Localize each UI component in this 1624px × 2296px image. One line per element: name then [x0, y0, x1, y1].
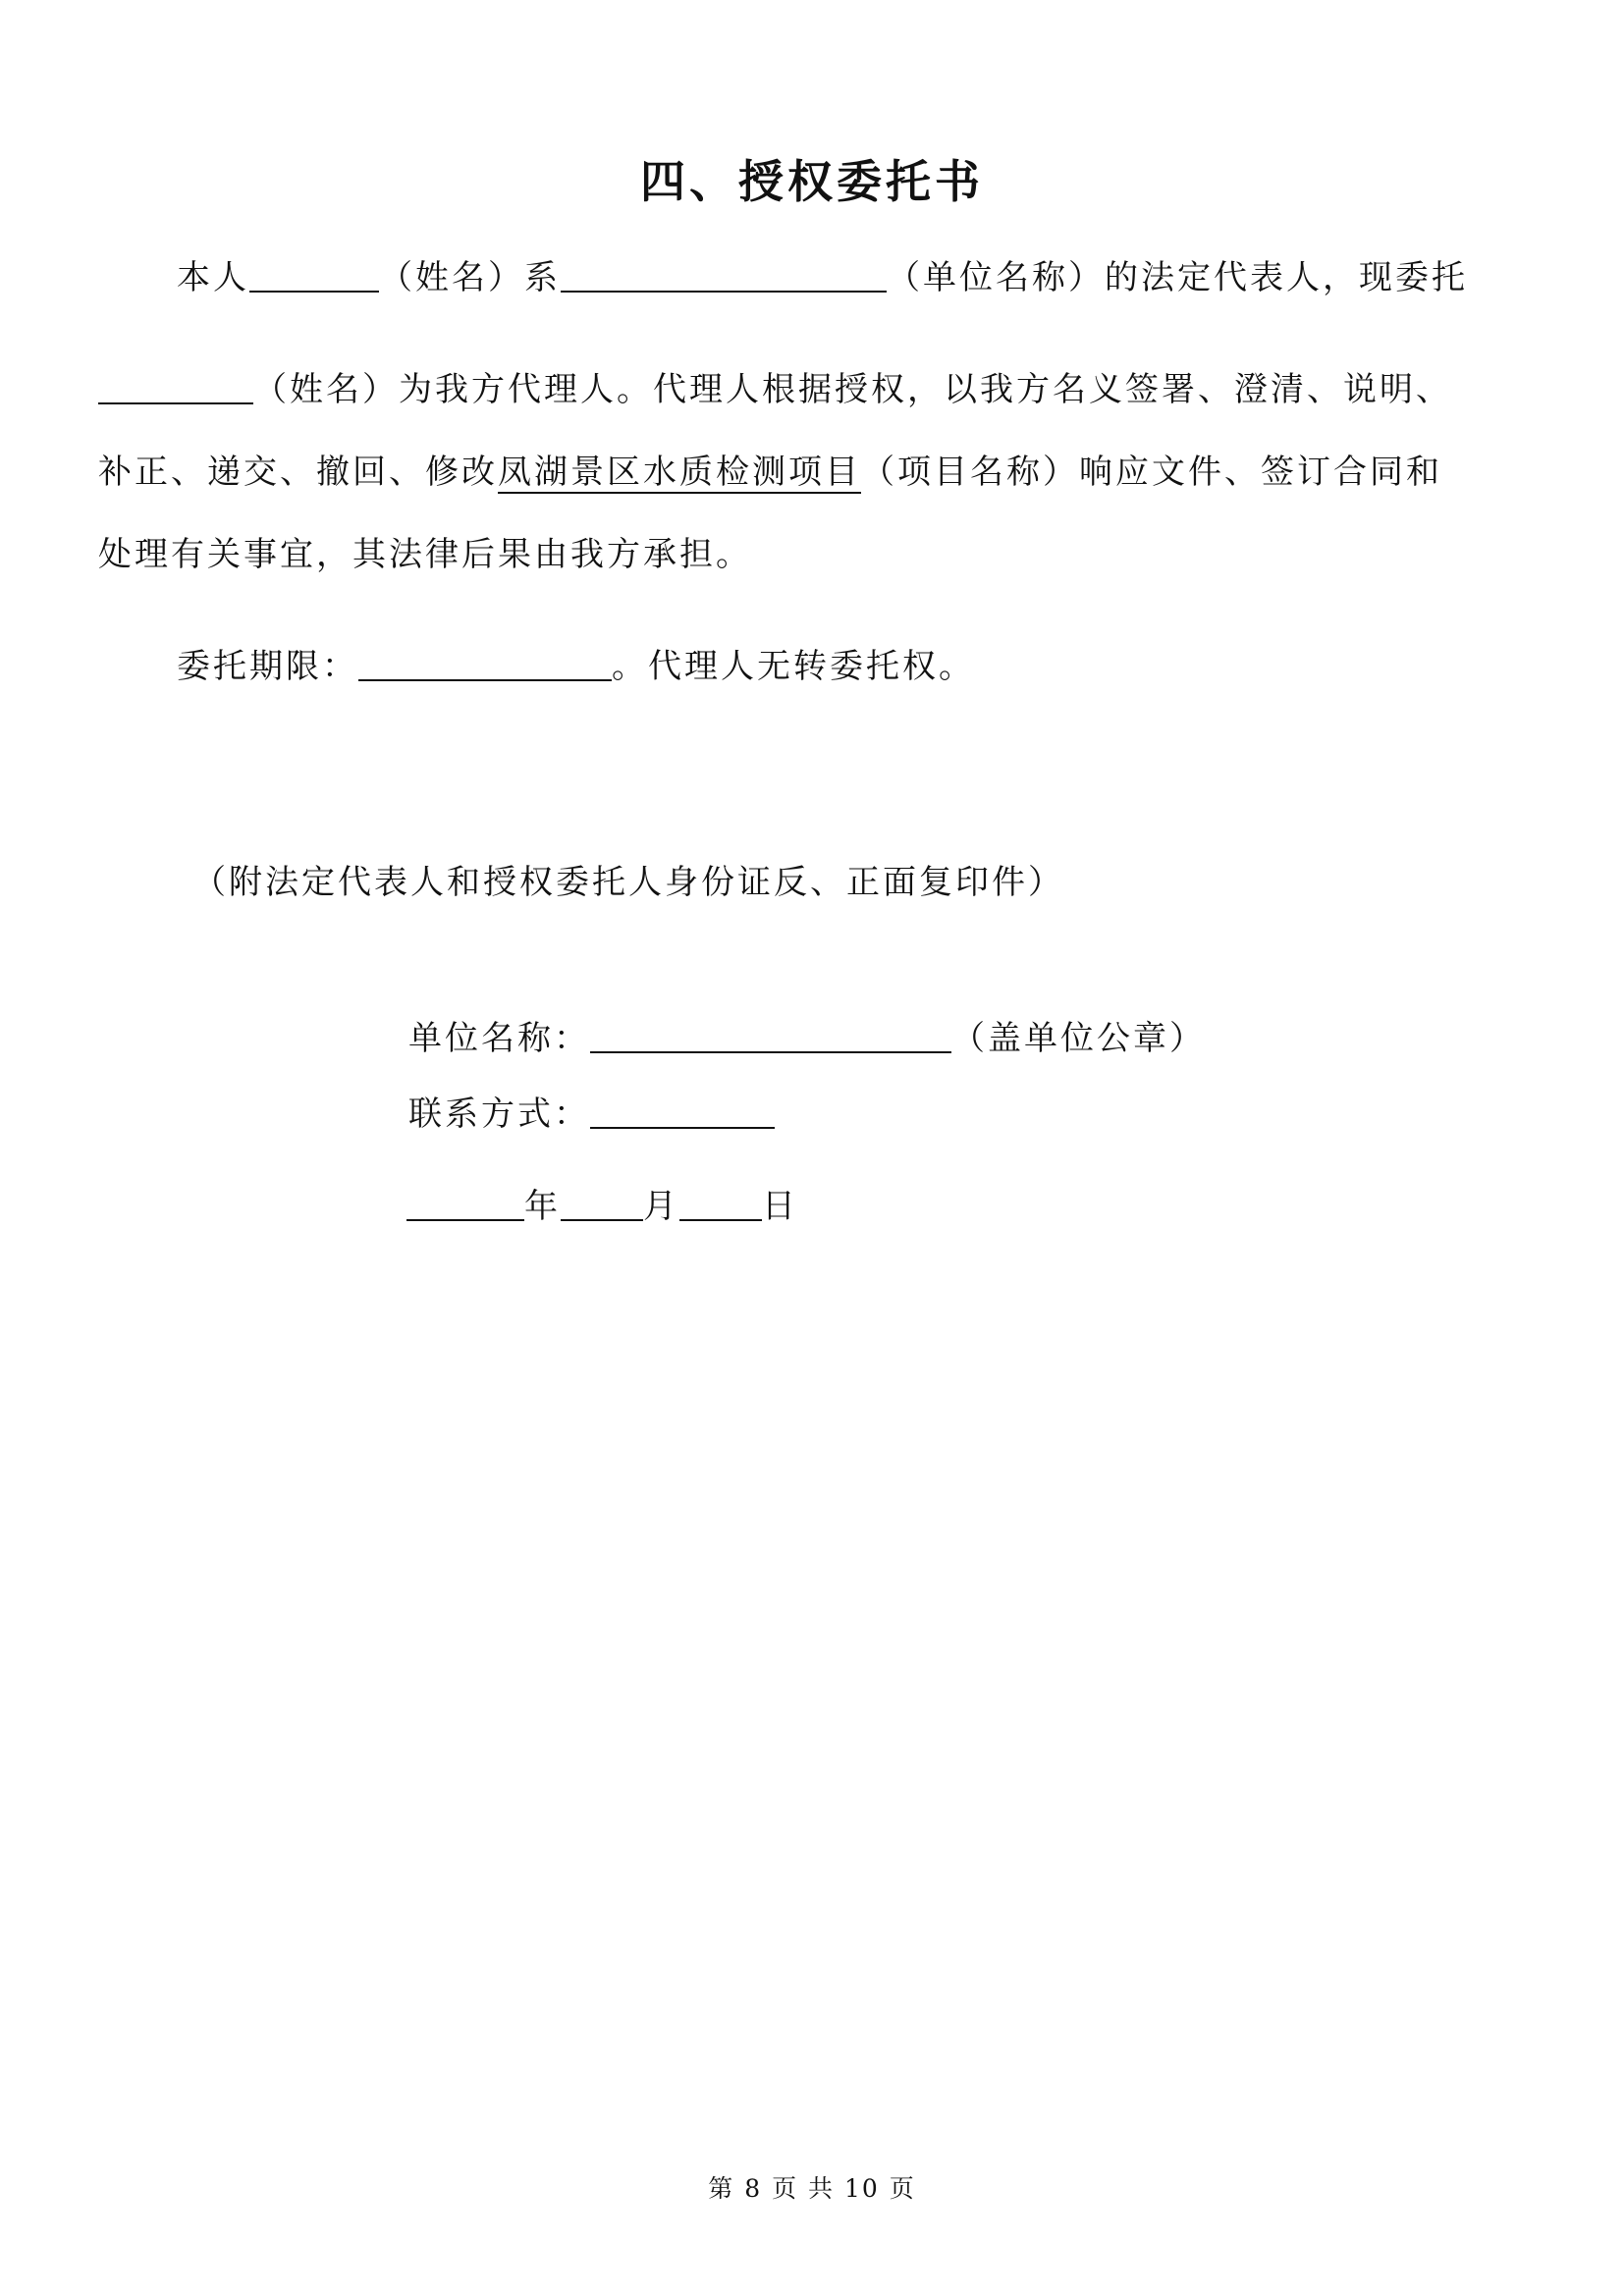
blank-year[interactable]	[406, 1182, 524, 1221]
term-suffix: 。代理人无转委托权。	[612, 647, 975, 686]
blank-term[interactable]	[358, 642, 612, 681]
day-label: 日	[762, 1187, 798, 1226]
blank-unit-name[interactable]	[561, 253, 887, 293]
text-benren: 本人	[177, 258, 249, 297]
para1-line2	[98, 365, 1452, 414]
unit-name-label: 单位名称：	[408, 1019, 590, 1058]
blank-day[interactable]	[679, 1182, 762, 1221]
text-agent-authority: （姓名）为我方代理人。代理人根据授权，以我方名义签署、澄清、说明、	[253, 370, 1452, 409]
project-name: 凤湖景区水质检测项目	[498, 453, 861, 492]
text-actions: 补正、递交、撤回、修改	[98, 453, 498, 492]
text-project-label: （项目名称）响应文件、签订合同和	[861, 453, 1442, 492]
blank-agent-name[interactable]	[98, 365, 253, 404]
text-legal-rep: （单位名称）的法定代表人，现委托	[887, 258, 1468, 297]
page-title: 四、授权委托书	[640, 155, 984, 208]
contact-label: 联系方式：	[408, 1095, 590, 1134]
month-label: 月	[643, 1187, 679, 1226]
para1-line1	[177, 253, 1468, 302]
blank-month[interactable]	[561, 1182, 643, 1221]
page-footer: 第 8 页 共 10 页	[708, 2174, 916, 2203]
para1-line4: 处理有关事宜，其法律后果由我方承担。	[98, 535, 752, 574]
blank-unit-signature[interactable]	[590, 1014, 951, 1053]
text-name-of: （姓名）系	[379, 258, 561, 297]
contact-line	[408, 1090, 775, 1139]
term-label: 委托期限：	[177, 647, 358, 686]
term-line	[177, 642, 975, 691]
unit-name-line	[408, 1014, 1206, 1063]
date-line	[406, 1182, 798, 1231]
blank-principal-name[interactable]	[249, 253, 379, 293]
para1-line3	[98, 448, 1442, 497]
unit-seal-note: （盖单位公章）	[951, 1019, 1206, 1058]
year-label: 年	[524, 1187, 561, 1226]
blank-contact[interactable]	[590, 1090, 775, 1129]
attachment-note: （附法定代表人和授权委托人身份证反、正面复印件）	[192, 863, 1064, 902]
